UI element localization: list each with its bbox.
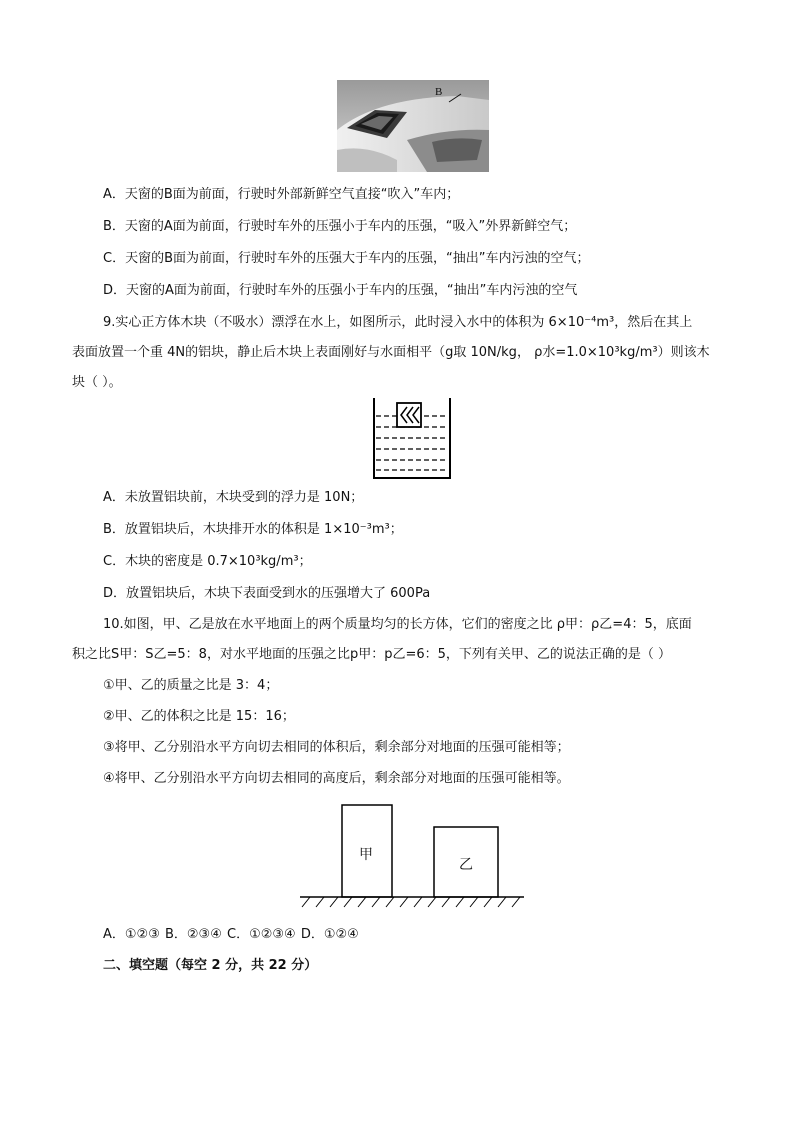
q8-option-b: B．天窗的A面为前面，行驶时车外的压强小于车内的压强，“吸入”外界新鲜空气； bbox=[103, 219, 577, 234]
q8-option-a: A．天窗的B面为前面，行驶时外部新鲜空气直接“吹入”车内； bbox=[103, 187, 460, 202]
q9-option-d: D．放置铝块后，木块下表面受到水的压强增大了 600Pa bbox=[103, 586, 431, 601]
q10-stem-line-2: 积之比S甲：S乙=5：8，对水平地面的压强之比p甲：p乙=6：5，下列有关甲、乙的说法正确的是（ ） bbox=[72, 647, 672, 662]
q10-statement-4: ④将甲、乙分别沿水平方向切去相同的高度后，剩余部分对地面的压强可能相等。 bbox=[103, 771, 570, 786]
q10-stem-line-1: 10.如图，甲、乙是放在水平地面上的两个质量均匀的长方体，它们的密度之比 ρ甲：ρ乙=4：5，底面 bbox=[103, 617, 692, 632]
car-sunroof-figure bbox=[337, 80, 489, 172]
q9-stem-line-2: 表面放置一个重 4N的铝块，静止后木块上表面刚好与水面相平（g取 10N/kg， ρ水=1.0×10³kg/m³）则该木 bbox=[72, 345, 710, 360]
q9-option-a: A．未放置铝块前，木块受到的浮力是 10N； bbox=[103, 490, 364, 505]
q8-option-d: D．天窗的A面为前面，行驶时车外的压强小于车内的压强，“抽出”车内污浊的空气 bbox=[103, 283, 578, 298]
q10-statement-1: ①甲、乙的质量之比是 3：4； bbox=[103, 678, 279, 693]
q10-statement-3: ③将甲、乙分别沿水平方向切去相同的体积后，剩余部分对地面的压强可能相等； bbox=[103, 740, 570, 755]
block-label-yi: 乙 bbox=[459, 857, 473, 873]
block-label-jia: 甲 bbox=[359, 847, 373, 863]
q9-option-b: B．放置铝块后，木块排开水的体积是 1×10⁻³m³； bbox=[103, 522, 403, 537]
q9-option-c: C．木块的密度是 0.7×10³kg/m³； bbox=[103, 554, 312, 569]
q10-choices: A．①②③ B．②③④ C．①②③④ D．①②④ bbox=[103, 927, 359, 942]
q9-stem-line-1: 9.实心正方体木块（不吸水）漂浮在水上，如图所示，此时浸入水中的体积为 6×10⁻⁴m³，然后在其上 bbox=[103, 315, 693, 330]
car-figure-label-b: B bbox=[435, 86, 443, 98]
floating-block-figure bbox=[372, 398, 452, 480]
q9-stem-line-3: 块（ ）。 bbox=[72, 375, 122, 390]
q10-statement-2: ②甲、乙的体积之比是 15：16； bbox=[103, 709, 295, 724]
q8-option-c: C．天窗的B面为前面，行驶时车外的压强大于车内的压强，“抽出”车内污浊的空气； bbox=[103, 251, 590, 266]
section-2-heading: 二、填空题（每空 2 分，共 22 分） bbox=[103, 958, 318, 973]
two-blocks-figure bbox=[296, 800, 528, 912]
